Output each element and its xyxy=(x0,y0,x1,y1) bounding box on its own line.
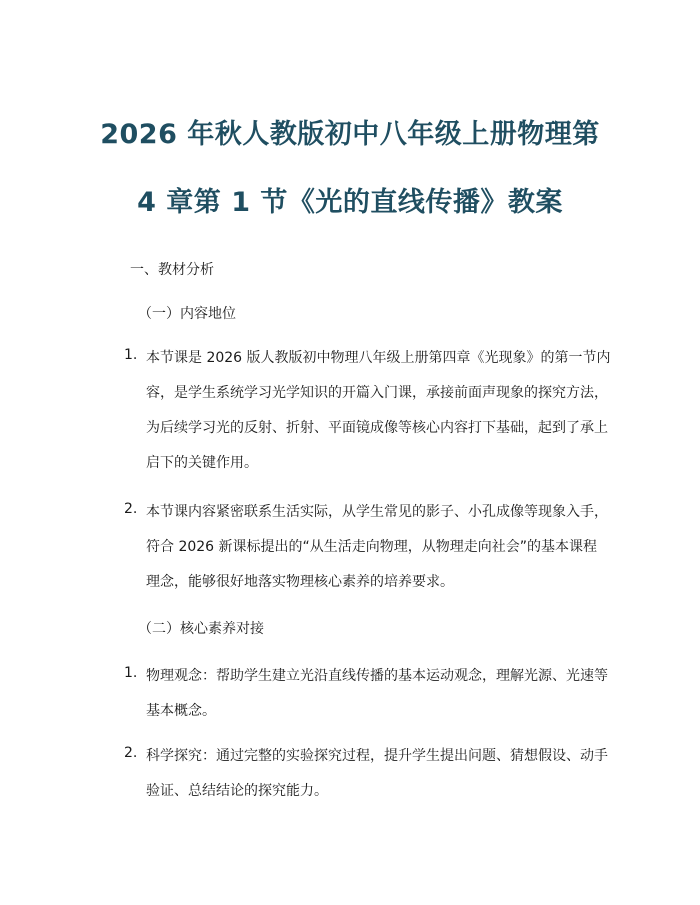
list-item-number: 1. xyxy=(124,665,138,681)
subsection-heading-core-literacy: （二）核心素养对接 xyxy=(138,621,264,637)
list-item-line: 容，是学生系统学习光学知识的开篇入门课，承接前面声现象的探究方法， xyxy=(146,385,608,401)
list-item-line: 为后续学习光的反射、折射、平面镜成像等核心内容打下基础，起到了承上 xyxy=(146,420,608,436)
list-item-line: 本节课是 2026 版人教版初中物理八年级上册第四章《光现象》的第一节内 xyxy=(146,350,611,366)
list-item-line: 物理观念：帮助学生建立光沿直线传播的基本运动观念，理解光源、光速等 xyxy=(146,668,608,684)
document-title-line-2: 4 章第 1 节《光的直线传播》教案 xyxy=(137,187,563,218)
document-title-line-1: 2026 年秋人教版初中八年级上册物理第 xyxy=(100,119,600,150)
list-item-number: 2. xyxy=(124,745,138,761)
list-item-line: 启下的关键作用。 xyxy=(146,455,258,471)
list-item-line: 基本概念。 xyxy=(146,703,216,719)
list-item-number: 1. xyxy=(124,347,138,363)
list-item-line: 符合 2026 新课标提出的“从生活走向物理，从物理走向社会”的基本课程 xyxy=(146,539,598,555)
section-heading: 一、教材分析 xyxy=(130,262,214,278)
list-item-line: 科学探究：通过完整的实验探究过程，提升学生提出问题、猜想假设、动手 xyxy=(146,748,608,764)
subsection-heading-content-position: （一）内容地位 xyxy=(138,306,236,322)
list-item-line: 本节课内容紧密联系生活实际，从学生常见的影子、小孔成像等现象入手， xyxy=(146,504,608,520)
list-item-line: 理念，能够很好地落实物理核心素养的培养要求。 xyxy=(146,574,454,590)
list-item-number: 2. xyxy=(124,501,138,517)
list-item-line: 验证、总结结论的探究能力。 xyxy=(146,783,328,799)
